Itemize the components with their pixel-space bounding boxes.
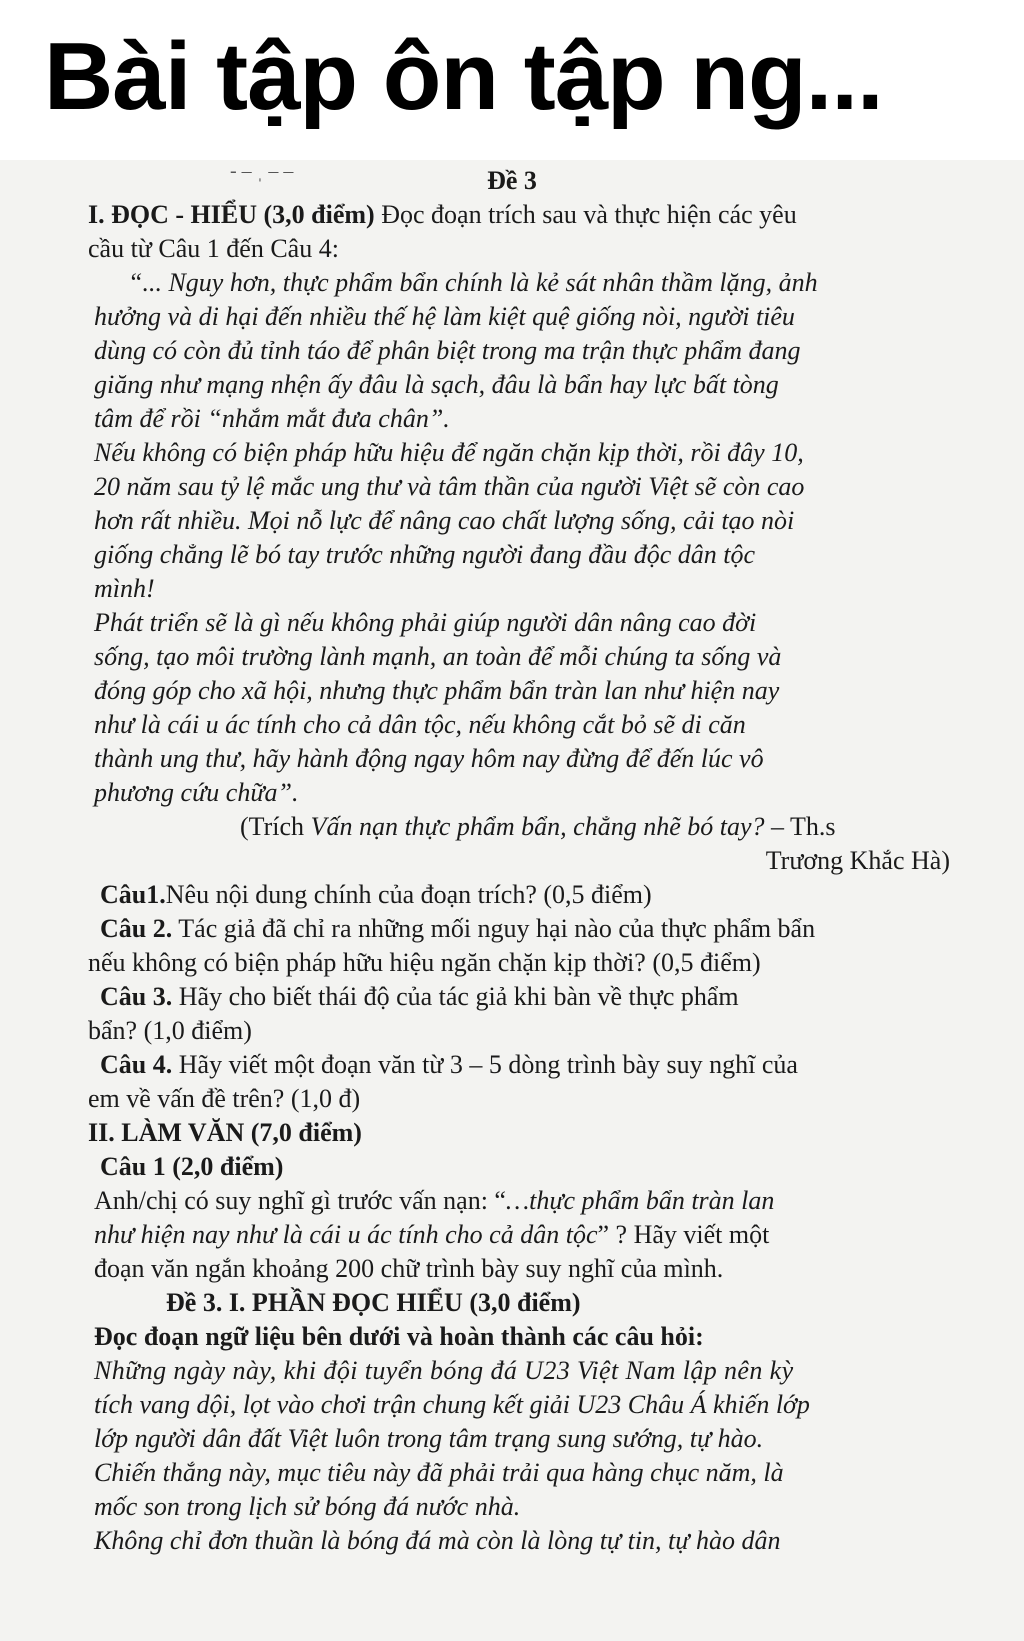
passage-line: hơn rất nhiều. Mọi nỗ lực để nâng cao chất lượng sống, cải tạo nòi: [94, 506, 795, 535]
app-header: [0, 0, 1024, 160]
question-4-cont: em về vấn đề trên? (1,0 đ): [88, 1084, 361, 1113]
passage-line: giống chẳng lẽ bó tay trước những người đang đầu độc dân tộc: [94, 540, 755, 569]
question-2: Câu 2. Tác giả đã chỉ ra những mối nguy hại nào của thực phẩm bẩn: [100, 914, 816, 943]
passage-line: dùng có còn đủ tỉnh táo để phân biệt trong ma trận thực phẩm đang: [94, 336, 801, 365]
section2-question-text-end: đoạn văn ngắn khoảng 200 chữ trình bày suy nghĩ của mình.: [94, 1254, 724, 1283]
document-page: [0, 160, 1024, 1641]
part2-passage-line: tích vang dội, lọt vào chơi trận chung kết giải U23 Châu Á khiến lớp: [94, 1390, 810, 1419]
exam-number: Đề 3: [487, 166, 537, 195]
part2-instruction: Đọc đoạn ngữ liệu bên dưới và hoàn thành các câu hỏi:: [94, 1322, 704, 1351]
passage-line: hưởng và di hại đến nhiều thế hệ làm kiệt quệ giống nòi, người tiêu: [94, 302, 795, 331]
section2-question-heading: Câu 1 (2,0 điểm): [100, 1152, 284, 1181]
section1-instruction: Đọc đoạn trích sau và thực hiện các yêu: [381, 200, 797, 229]
scan-artifact: - ‒ ˌ ‒ ‒: [230, 160, 294, 182]
section2-heading: II. LÀM VĂN (7,0 điểm): [88, 1118, 362, 1147]
part2-passage-line: mốc son trong lịch sử bóng đá nước nhà.: [94, 1492, 521, 1521]
passage-line: đóng góp cho xã hội, nhưng thực phẩm bẩn tràn lan như hiện nay: [94, 676, 780, 705]
question-3: Câu 3. Hãy cho biết thái độ của tác giả khi bàn về thực phẩm: [100, 982, 739, 1011]
section1-heading: I. ĐỌC - HIỂU (3,0 điểm): [88, 200, 375, 229]
part2-passage-line: Những ngày này, khi đội tuyển bóng đá U23 Việt Nam lập nên kỳ: [94, 1356, 794, 1385]
question-1: Câu1.Nêu nội dung chính của đoạn trích? (0,5 điểm): [100, 880, 652, 909]
passage-source: (Trích Vấn nạn thực phẩm bẩn, chẳng nhẽ bó tay? – Th.s: [240, 812, 836, 841]
passage-line: như là cái u ác tính cho cả dân tộc, nếu không cắt bỏ sẽ di căn: [94, 710, 746, 739]
passage-line: tâm để rồi “nhắm mắt đưa chân”.: [94, 404, 450, 433]
section2-question-text: Anh/chị có suy nghĩ gì trước vấn nạn: “…thực phẩm bẩn tràn lan: [94, 1186, 775, 1215]
question-3-cont: bẩn? (1,0 điểm): [88, 1016, 252, 1045]
question-4: Câu 4. Hãy viết một đoạn văn từ 3 – 5 dòng trình bày suy nghĩ của: [100, 1050, 798, 1079]
part2-heading: Đề 3. I. PHẦN ĐỌC HIỂU (3,0 điểm): [166, 1288, 581, 1317]
part2-passage-line: Chiến thắng này, mục tiêu này đã phải trải qua hàng chục năm, là: [94, 1458, 784, 1487]
passage-line: “... Nguy hơn, thực phẩm bẩn chính là kẻ sát nhân thầm lặng, ảnh: [128, 268, 818, 297]
passage-line: thành ung thư, hãy hành động ngay hôm nay đừng để đến lúc vô: [94, 744, 764, 773]
part2-passage-line: Không chỉ đơn thuần là bóng đá mà còn là lòng tự tin, tự hào dân: [94, 1526, 781, 1555]
passage-line: phương cứu chữa”.: [94, 778, 299, 807]
passage-line: giăng như mạng nhện ấy đâu là sạch, đâu là bẩn hay lực bất tòng: [94, 370, 779, 399]
passage-line: Phát triển sẽ là gì nếu không phải giúp người dân nâng cao đời: [94, 608, 757, 637]
source-author: Trương Khắc Hà): [765, 846, 950, 875]
document-title: Bài tập ôn tập ng...: [44, 23, 883, 130]
source-title: Vấn nạn thực phẩm bẩn, chẳng nhẽ bó tay?: [310, 812, 765, 841]
passage-line: sống, tạo môi trường lành mạnh, an toàn để mỗi chúng ta sống và: [94, 642, 782, 671]
passage-line: 20 năm sau tỷ lệ mắc ung thư và tâm thần của người Việt sẽ còn cao: [94, 472, 805, 501]
section2-question-text-cont: như hiện nay như là cái u ác tính cho cả dân tộc” ? Hãy viết một: [94, 1220, 770, 1249]
passage-line: Nếu không có biện pháp hữu hiệu để ngăn chặn kịp thời, rồi đây 10,: [94, 438, 804, 467]
passage-line: mình!: [94, 574, 155, 603]
question-2-cont: nếu không có biện pháp hữu hiệu ngăn chặn kịp thời? (0,5 điểm): [88, 948, 761, 977]
section1-instruction-cont: cầu từ Câu 1 đến Câu 4:: [88, 234, 339, 263]
part2-passage-line: lớp người dân đất Việt luôn trong tâm trạng sung sướng, tự hào.: [94, 1424, 764, 1453]
section1-heading-line: [88, 198, 797, 232]
